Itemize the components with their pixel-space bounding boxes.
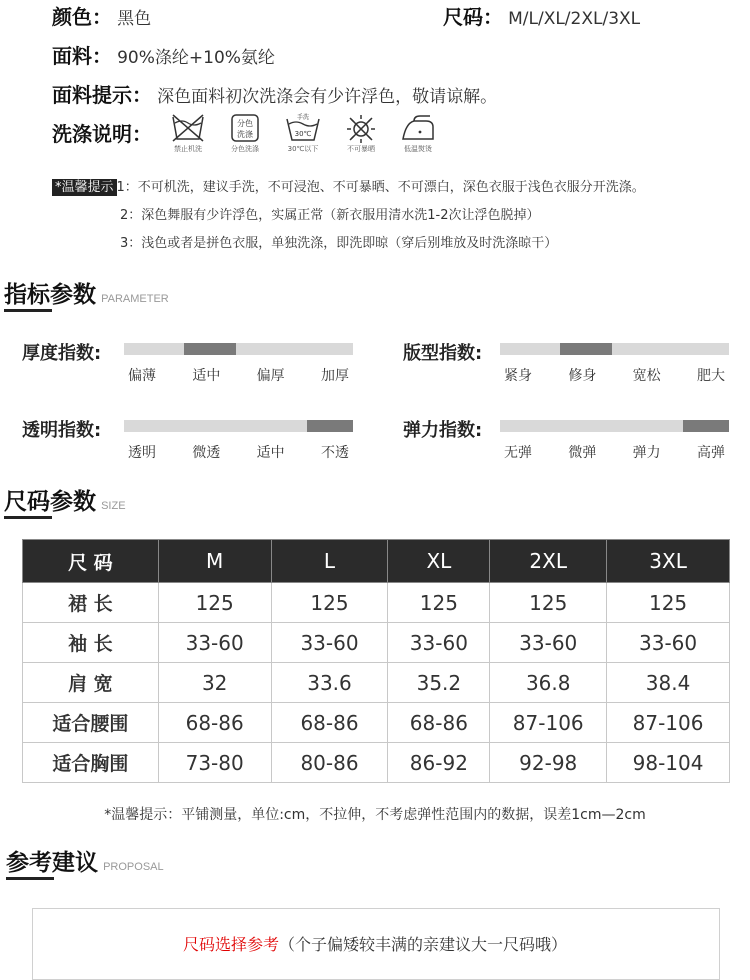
index-bar-marker [560, 343, 612, 355]
section-underline [4, 516, 52, 519]
index-tick-label: 微透 [192, 445, 221, 461]
row-label-cell: 尺 码 [23, 540, 159, 583]
table-cell: 33-60 [607, 623, 730, 663]
index-tick-label: 修身 [568, 368, 597, 384]
section-subtitle: PROPOSAL [103, 861, 164, 873]
svg-text:30℃: 30℃ [294, 130, 312, 138]
color-value: 黑色 [117, 9, 152, 29]
table-cell: 33-60 [490, 623, 607, 663]
table-cell: 73-80 [158, 743, 271, 783]
index-label: 弹力指数: [403, 420, 483, 441]
table-cell: 87-106 [607, 703, 730, 743]
table-cell: 68-86 [388, 703, 490, 743]
size-note: *温馨提示：平铺测量，单位:cm，不拉伸，不考虑弹性范围内的数据，误差1cm—2cm [104, 807, 646, 823]
section-subtitle: SIZE [101, 500, 126, 512]
index-tick-label: 偏薄 [128, 368, 156, 384]
index-tick-label: 微弹 [568, 445, 597, 461]
tip-line-3: 3：浅色或者是拼色衣服，单独洗涤，即洗即晾（穿后别堆放及时洗涤晾干） [120, 236, 558, 251]
care-caption: 30℃以下 [287, 145, 319, 153]
table-cell: 68-86 [158, 703, 271, 743]
row-label-cell: 适合腰围 [23, 703, 159, 743]
index-tick-label: 高弹 [697, 445, 725, 461]
proposal-text [0, 932, 750, 955]
index-tick-label: 偏厚 [256, 368, 285, 384]
table-cell: XL [388, 540, 490, 583]
color-row [52, 1, 151, 30]
fabric-label: 面料： [52, 44, 112, 68]
row-label-cell: 适合胸围 [23, 743, 159, 783]
table-cell: 125 [388, 583, 490, 623]
index-bar-marker [683, 420, 729, 432]
index-label: 版型指数: [403, 343, 483, 364]
index-bar-marker [184, 343, 236, 355]
index-tick-label: 不透 [321, 445, 349, 461]
index-tick-label: 宽松 [632, 368, 661, 384]
proposal-detail: （个子偏矮较丰满的亲建议大一尺码哦） [279, 935, 568, 954]
row-label-cell: 袖 长 [23, 623, 159, 663]
parameter-heading [4, 276, 169, 309]
size-row [443, 1, 640, 30]
index-tick-label: 加厚 [321, 368, 349, 384]
index-tick-label: 适中 [192, 368, 221, 384]
wash-row [52, 118, 152, 147]
index-tick-label: 适中 [256, 445, 285, 461]
table-cell: 80-86 [271, 743, 388, 783]
table-cell: 125 [607, 583, 730, 623]
table-cell: 35.2 [388, 663, 490, 703]
table-header-row [23, 540, 730, 583]
index-bar-track [500, 343, 729, 355]
table-cell: M [158, 540, 271, 583]
size-heading [4, 483, 126, 516]
table-cell: 87-106 [490, 703, 607, 743]
table-cell: 38.4 [607, 663, 730, 703]
size-label: 尺码： [443, 5, 503, 29]
table-cell: 92-98 [490, 743, 607, 783]
index-label: 厚度指数: [22, 343, 102, 364]
table-row [23, 663, 730, 703]
svg-text:手洗: 手洗 [296, 114, 310, 121]
table-row [23, 583, 730, 623]
table-cell: 68-86 [271, 703, 388, 743]
section-title: 尺码参数 [4, 489, 96, 515]
row-label-cell: 肩 宽 [23, 663, 159, 703]
color-label: 颜色： [52, 5, 112, 29]
proposal-heading [6, 844, 164, 877]
table-cell: 33.6 [271, 663, 388, 703]
care-caption: 分色洗涤 [231, 145, 259, 153]
section-title: 指标参数 [4, 282, 96, 308]
index-tick-label: 紧身 [504, 368, 532, 384]
care-caption: 低温熨烫 [404, 145, 432, 153]
size-value: M/L/XL/2XL/3XL [508, 9, 641, 29]
table-cell: 125 [271, 583, 388, 623]
index-tick-label: 弹力 [632, 445, 661, 461]
table-row [23, 623, 730, 663]
table-cell: 33-60 [271, 623, 388, 663]
tip-line-2: 2：深色舞服有少许浮色，实属正常（新衣服用清水洗1-2次让浮色脱掉） [120, 208, 540, 223]
fabric-tip-value: 深色面料初次洗涤会有少许浮色，敬请谅解。 [157, 87, 498, 107]
table-cell: 32 [158, 663, 271, 703]
index-tick-label: 肥大 [697, 368, 725, 384]
table-cell: 33-60 [388, 623, 490, 663]
size-table [22, 539, 730, 783]
wash-label: 洗涤说明： [52, 122, 152, 146]
table-cell: 98-104 [607, 743, 730, 783]
tip-line-1 [52, 176, 645, 195]
table-cell: 125 [490, 583, 607, 623]
fabric-tip-row [52, 79, 497, 108]
table-cell: 2XL [490, 540, 607, 583]
table-cell: 33-60 [158, 623, 271, 663]
section-underline [4, 309, 52, 312]
tip-tag: *温馨提示 [52, 179, 117, 196]
fabric-value: 90%涤纶+10%氨纶 [117, 48, 275, 68]
index-bar-track [124, 343, 353, 355]
table-cell: L [271, 540, 388, 583]
proposal-highlight: 尺码选择参考 [182, 935, 279, 954]
fabric-row [52, 40, 275, 69]
care-caption: 禁止机洗 [174, 145, 202, 153]
index-tick-label: 透明 [128, 445, 156, 461]
table-cell: 3XL [607, 540, 730, 583]
table-cell: 125 [158, 583, 271, 623]
index-bar-marker [307, 420, 353, 432]
fabric-tip-label: 面料提示： [52, 83, 152, 107]
svg-text:分色: 分色 [237, 119, 253, 128]
row-label-cell: 裙 长 [23, 583, 159, 623]
index-tick-label: 无弹 [504, 445, 532, 461]
svg-text:洗涤: 洗涤 [237, 130, 253, 139]
section-subtitle: PARAMETER [101, 293, 169, 305]
table-cell: 36.8 [490, 663, 607, 703]
section-title: 参考建议 [6, 850, 98, 876]
section-underline [6, 877, 54, 880]
tip-text: 1：不可机洗，建议手洗，不可浸泡、不可暴晒、不可漂白，深色衣服于浅色衣服分开洗涤。 [116, 180, 645, 195]
table-row [23, 743, 730, 783]
table-cell: 86-92 [388, 743, 490, 783]
table-row [23, 703, 730, 743]
care-caption: 不可暴晒 [347, 145, 375, 153]
index-label: 透明指数: [22, 420, 102, 441]
